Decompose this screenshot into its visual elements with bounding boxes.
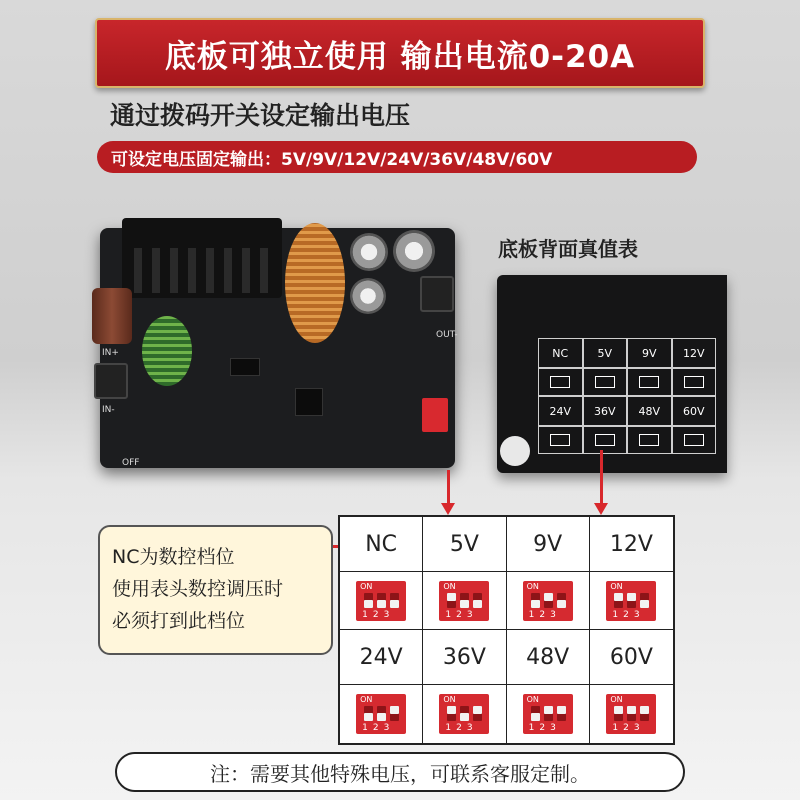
arrow-head-down [594,503,608,515]
dip-knob [640,600,649,608]
dip-on-label: ON [610,695,623,704]
back-dip [627,426,672,454]
dip-knob [531,600,540,608]
back-cell: NC [538,338,583,368]
nc-note-box [98,525,333,655]
dip-knob [627,706,636,714]
dip-numbers: 123 [362,609,395,620]
dip-knob [390,706,399,714]
arrow-down-right [600,450,603,508]
dip-on-label: ON [526,581,539,591]
back-cell: 36V [583,396,628,426]
footer-note [115,752,685,792]
controller-chip [295,388,323,416]
chip [230,358,260,376]
back-dip [672,426,717,454]
dip-knob [614,593,623,601]
dip-numbers: 123 [612,723,645,733]
dip-knob [640,706,649,714]
dip-numbers: 123 [445,609,478,620]
back-cell: 60V [672,396,717,426]
pcb-label-in-minus: IN- [102,405,115,415]
capacitor [393,230,435,272]
back-cell: 24V [538,396,583,426]
dip-numbers: 123 [362,723,395,733]
pcb-label-out-minus: OUT- [436,330,458,340]
inductor-coil [285,223,345,343]
voltage-label: 36V [423,630,506,685]
capacitor [350,278,386,314]
dip-knob [377,713,386,721]
dip-on-label: ON [443,695,456,704]
voltage-options-bar [97,141,697,173]
pcb-label-off: OFF [122,458,140,468]
dip-on-label: ON [360,581,373,591]
dip-on-label: ON [443,581,456,591]
table-row [340,685,673,743]
dip-on-label: ON [360,695,373,704]
capacitor [350,233,388,271]
dip-knob [627,593,636,601]
table-row [340,630,673,685]
dip-knob [364,600,373,608]
voltage-label: 48V [507,630,590,685]
dip-knob [473,706,482,714]
dip-switch [439,694,489,734]
back-cell: 48V [627,396,672,426]
dip-switch [523,694,573,734]
dip-knob [447,593,456,601]
dip-numbers: 123 [612,609,645,620]
dip-knob [614,706,623,714]
back-dip [538,426,583,454]
dip-on-label: ON [610,581,623,591]
subtitle: 通过拨码开关设定输出电压 [110,101,411,130]
truth-table [338,515,675,745]
footer-text: 注：需要其他特殊电压，可联系客服定制。 [210,761,590,786]
dip-numbers: 123 [528,723,561,733]
voltage-label: 24V [340,630,423,685]
back-dip [583,368,628,396]
note-line: NC为数控档位 [112,546,235,568]
dip-numbers: 123 [445,723,478,733]
dip-knob [473,600,482,608]
dip-switch [606,694,656,734]
knob [500,436,530,466]
back-cell: 12V [672,338,717,368]
voltage-label: 60V [590,630,673,685]
dip-switch-onboard [422,398,448,432]
dip-knob [557,600,566,608]
note-line: 必须打到此档位 [112,610,246,632]
dip-switch [606,581,656,621]
back-cell: 5V [583,338,628,368]
back-truth-table [538,338,716,454]
voltage-label: NC [340,517,423,572]
back-table-title: 底板背面真值表 [498,237,638,261]
back-dip [583,426,628,454]
table-row [340,517,673,572]
dip-numbers: 123 [528,609,561,620]
dip-switch [523,581,573,621]
dip-knob [460,600,469,608]
heatsink [122,218,282,298]
pcb-board-image [100,228,458,468]
output-terminal [420,276,454,312]
back-cell: 9V [627,338,672,368]
dip-knob [544,593,553,601]
back-dip [538,368,583,396]
pcb-label-in-plus: IN+ [102,348,119,358]
dip-knob [460,713,469,721]
title-text: 底板可独立使用 输出电流0-20A [164,38,636,75]
dip-knob [531,713,540,721]
dip-switch [439,581,489,621]
capacitor-brown [92,288,132,344]
note-line: 使用表头数控调压时 [112,578,284,600]
voltage-options-text: 可设定电压固定输出：5V/9V/12V/24V/36V/48V/60V [111,149,553,170]
input-terminal [94,363,128,399]
dip-knob [364,713,373,721]
table-row [340,572,673,630]
dip-switch [356,581,406,621]
voltage-label: 9V [507,517,590,572]
back-dip [672,368,717,396]
back-dip [627,368,672,396]
voltage-label: 12V [590,517,673,572]
dip-knob [557,706,566,714]
dip-knob [377,600,386,608]
dip-on-label: ON [526,695,539,704]
dip-knob [544,706,553,714]
arrow-head-down [441,503,455,515]
inductor-small [142,316,192,386]
voltage-label: 5V [423,517,506,572]
dip-knob [390,600,399,608]
dip-switch [356,694,406,734]
dip-knob [447,706,456,714]
title-banner [95,18,705,88]
